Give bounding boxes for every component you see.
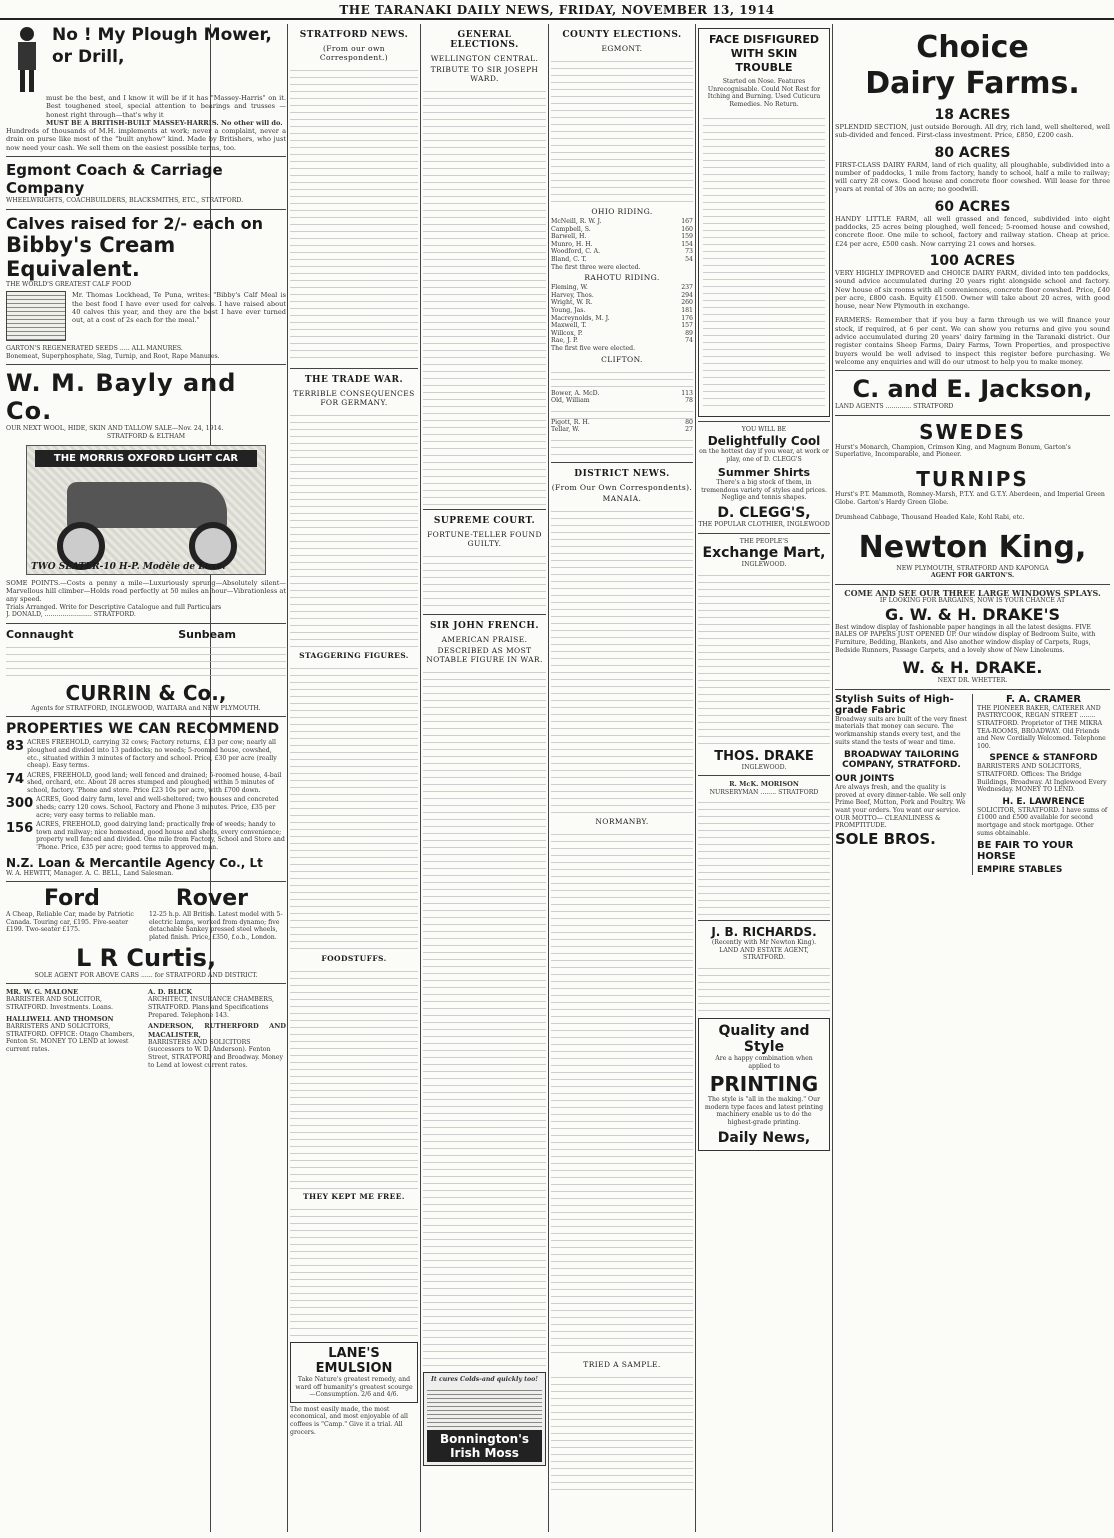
- divider: [6, 623, 286, 624]
- candidate-name: Bower, A. McD.: [551, 389, 600, 397]
- egmont-sub: EGMONT.: [601, 44, 643, 53]
- farms-list: [835, 107, 1110, 310]
- farms-heading: Dairy Farms.: [865, 66, 1080, 101]
- properties-list: [6, 739, 286, 851]
- property-listing: [6, 796, 286, 819]
- candidate-votes: 27: [685, 426, 693, 434]
- american-sub: AMERICAN PRAISE.: [441, 635, 528, 644]
- drake-sub: INGLEWOOD.: [741, 763, 787, 771]
- candidate-votes: 154: [681, 240, 693, 248]
- jackson-sub: LAND AGENTS ............. STRATFORD: [835, 403, 954, 411]
- candidate-name: Maxwell, T.: [551, 322, 587, 330]
- joints-heading: OUR JOINTS: [835, 774, 895, 785]
- ford-text: A Cheap, Reliable Car, made by Patriotic Canada. Touring car, £195. Five-seater £199. Two-seater £175.: [6, 911, 134, 934]
- divider: [698, 421, 830, 422]
- newton-agent: AGENT FOR GARTON'S.: [930, 572, 1015, 580]
- stratford-sub: (From our own Correspondent.): [319, 44, 389, 62]
- elections-heading: GENERAL ELECTIONS.: [450, 30, 519, 50]
- candidate-votes: 54: [685, 255, 693, 263]
- result-row: [551, 241, 693, 249]
- candidate-name: Pigott, R. H.: [551, 418, 590, 426]
- sample-sub: TRIED A SAMPLE.: [583, 1359, 661, 1369]
- drumhead-text: Drumhead Cabbage, Thousand Headed Kale, Kohl Rabi, etc.: [835, 514, 1025, 522]
- blick-text: ARCHITECT, INSURANCE CHAMBERS, STRATFORD. Plans and Specifications Prepared. Telephone 143.: [148, 996, 274, 1019]
- french-article-text: [423, 666, 546, 1366]
- sample-article-text: [551, 1371, 693, 1491]
- printing-ad: [698, 1018, 830, 1151]
- bonnington-ad: [423, 1372, 546, 1466]
- rahotu-sub: RAHOTU RIDING.: [584, 273, 660, 283]
- staggering-article-text: [290, 662, 418, 952]
- farmer-icon: [6, 24, 48, 94]
- stratford-article-text: [290, 64, 418, 364]
- plough-ad: [6, 24, 286, 94]
- summer-heading: Summer Shirts: [717, 466, 811, 480]
- candidate-votes: 237: [681, 284, 693, 292]
- candidate-name: Young, Jas.: [551, 306, 586, 314]
- divider: [6, 983, 286, 984]
- rahotu-results: [551, 284, 693, 345]
- calves-sub: THE WORLD'S GREATEST CALF FOOD: [6, 280, 132, 288]
- newton-heading: Newton King,: [858, 529, 1087, 565]
- bayly-sub: OUR NEXT WOOL, HIDE, SKIN AND TALLOW SALE—Nov. 24, 1914.: [6, 425, 224, 433]
- quality-text: Are a happy combination when applied to: [715, 1054, 813, 1070]
- candidate-name: Tellar, W.: [551, 426, 580, 434]
- described-sub: DESCRIBED AS MOST NOTABLE FIGURE IN WAR.: [426, 646, 543, 664]
- richards-name: J. B. RICHARDS.: [711, 925, 817, 940]
- candidate-votes: 160: [681, 225, 693, 233]
- farm-text: HANDY LITTLE FARM, all well grassed and fenced, subdivided into eight paddocks, 25 acres being ploughed, well fenced; 5-roomed house and cowshed, concrete floor. One mile to school, factory and railway station. Cheap at price. £24 per acre, £500 cash. Now carrying 21 cows and horses.: [835, 214, 1110, 248]
- result-row: [551, 307, 693, 315]
- result-row: [551, 218, 693, 226]
- quality-heading: Quality and Style: [718, 1022, 810, 1055]
- result-row: [551, 248, 693, 256]
- plough-slogan: MUST BE A BRITISH-BUILT MASSEY-HARRIS. No other will do.: [46, 118, 283, 127]
- supreme-heading: SUPREME COURT.: [433, 516, 536, 526]
- anderson-name: ANDERSON, RUTHERFORD AND MACALISTER,: [148, 1022, 286, 1039]
- spence-heading: SPENCE & STANFORD: [989, 753, 1098, 764]
- foodstuffs-sub: FOODSTUFFS.: [321, 954, 387, 963]
- result-row: [551, 284, 693, 292]
- curtis-sub: SOLE AGENT FOR ABOVE CARS ...... for STRATFORD AND DISTRICT.: [34, 971, 258, 979]
- column-rule: [420, 24, 421, 1532]
- halliwell-name: HALLIWELL AND THOMSON: [6, 1014, 114, 1023]
- kept-me-free-text: [290, 1203, 418, 1338]
- candidate-name: Harvey, Thos.: [551, 291, 594, 299]
- morison-sub: NURSERYMAN ........ STRATFORD: [709, 788, 819, 796]
- bayly-sub-2: STRATFORD & ELTHAM: [106, 433, 186, 441]
- district-heading: DISTRICT NEWS.: [574, 468, 670, 479]
- cramer-heading: F. A. CRAMER: [1005, 693, 1082, 705]
- calves-heading: Calves raised for 2/- each on: [6, 213, 264, 233]
- summer-text: There's a big stock of them, in tremendous variety of styles and prices. Neglige and tennis shapes.: [701, 479, 827, 502]
- drake-heading: THOS. DRAKE: [714, 748, 814, 764]
- result-row: [551, 397, 693, 405]
- property-listing: [6, 821, 286, 851]
- candidate-votes: 73: [685, 248, 693, 256]
- candidate-name: Fleming, W.: [551, 284, 588, 292]
- divider: [6, 209, 286, 210]
- printing-heading: PRINTING: [709, 1072, 819, 1097]
- mart-sub: INGLEWOOD.: [741, 561, 787, 569]
- candidate-name: Old, William: [551, 397, 590, 405]
- richards-article-text: [698, 962, 830, 1012]
- calf-illustration: [6, 291, 66, 341]
- nzloan-sub: W. A. HEWITT, Manager. A. C. BELL, Land Salesman.: [6, 869, 174, 877]
- lane-heading: LANE'S EMULSION: [315, 1346, 393, 1376]
- candidate-votes: 294: [681, 291, 693, 299]
- trade-article-text: [290, 409, 418, 649]
- clegg-heading: D. CLEGG'S,: [717, 504, 811, 521]
- elections-article-text: [423, 85, 546, 505]
- result-row: [551, 315, 693, 323]
- masthead: [0, 0, 1114, 20]
- morris-car-illustration: [26, 445, 266, 575]
- divider: [423, 509, 546, 510]
- richards-sub: (Recently with Mr Newton King).: [711, 939, 817, 947]
- halliwell-text: BARRISTERS AND SOLICITORS, STRATFORD. OFFICE: Otago Chambers, Fenton St. MONEY TO LEND at lowest current rates.: [6, 1022, 135, 1053]
- motto-text: OUR MOTTO— CLEANLINESS & PROMPTITUDE.: [835, 814, 941, 830]
- car-agents-text: [6, 641, 286, 681]
- candidate-name: Macreynolds, M. J.: [551, 314, 610, 322]
- lane-text: Take Nature's greatest remedy, and ward off humanity's greatest scourge—Consumption. 2/6 and 4/6.: [295, 1376, 413, 1399]
- normanby-sub: NORMANBY.: [595, 816, 649, 826]
- coach-sub: WHEELWRIGHTS, COACHBUILDERS, BLACKSMITHS, ETC., STRATFORD.: [6, 197, 244, 205]
- cool-text: on the hottest day if you wear, at work or play, one of D. CLEGG'S: [699, 447, 829, 463]
- egmont-article-text: [551, 55, 693, 205]
- result-row: [551, 419, 693, 427]
- lane-ad: [290, 1342, 418, 1403]
- farm-acres: 80 ACRES: [934, 144, 1011, 161]
- dailynews-heading: Daily News,: [717, 1129, 811, 1146]
- divider: [835, 689, 1110, 690]
- kept-me-free-sub: THEY KEPT ME FREE.: [303, 1192, 405, 1201]
- lane-foot: The most easily made, the most economical, and most enjoyable of all coffees is "Camp." Give it a trial. All grocers.: [290, 1405, 408, 1436]
- result-row: [551, 226, 693, 234]
- suits-heading: Stylish Suits of High-grade Fabric: [835, 693, 954, 716]
- result-row: [551, 292, 693, 300]
- nzloan-heading: N.Z. Loan & Mercantile Agency Co., Lt: [6, 855, 263, 870]
- candidate-name: Munro, H. H.: [551, 240, 593, 248]
- divider: [551, 462, 693, 463]
- candidate-votes: 176: [681, 314, 693, 322]
- morris-text: SOME POINTS.—Costs a penny a mile—Luxuriously sprung—Absolutely silent—Marvellous hill climber—Holds road perfectly at 50 miles an hour—Vibrationless at any speed.: [6, 578, 286, 604]
- result-row: [551, 299, 693, 307]
- clegg-sub: THE POPULAR CLOTHIER, INGLEWOOD: [698, 520, 830, 528]
- rahotu-note: The first five were elected.: [551, 344, 636, 352]
- farmers-note: FARMERS: Remember that if you buy a farm through us we will finance your stock, if required, at 6 per cent. We can show you returns and give you sound advice accumulated during 20 years' dairy farming in the Taranaki district. Our register contains Sheep Farms, Dairy Farms, Town Properties, and prospective buyers would be well advised to inspect this register before purchasing. We welcome any enquiries and will do our utmost to help you to make money.: [835, 316, 1110, 366]
- anderson-text: BARRISTERS AND SOLICITORS (successors to W. D. Anderson). Fenton Street, STRATFORD and Broadway. Money to Lend at lowest current rates.: [148, 1038, 283, 1069]
- column-stratford-news: [290, 24, 418, 1532]
- candidate-name: Woodford, C. A.: [551, 248, 601, 256]
- sole-heading: SOLE BROS.: [835, 829, 936, 848]
- fortune-sub: FORTUNE-TELLER FOUND GUILTY.: [427, 530, 542, 548]
- result-row: [551, 426, 693, 434]
- property-text: ACRES FREEHOLD, carrying 32 cows; Factory returns, £13 per cow; nearly all ploughed and divided into 13 paddocks; no weeds; 5-roomed house, cowshed, etc., situated within 3 minutes of factory and school. Price, £30 per acre (really cheap). Easy terms.: [27, 739, 277, 770]
- currin-sub: Agents for STRATFORD, INGLEWOOD, WAITARA and NEW PLYMOUTH.: [31, 704, 261, 712]
- morison-name: R. McK. MORISON: [729, 780, 799, 789]
- divider: [6, 364, 286, 365]
- column-rule: [832, 24, 833, 1532]
- property-text: ACRES, FREEHOLD, good land; well fenced and drained; 5-roomed house, 4-bail shed, orchard, etc. About 28 acres stumped and ploughed; within 5 minutes of school, factory. 'Phone and store. Price £23 10s per acre, with £700 down.: [27, 771, 282, 794]
- divider: [6, 156, 286, 157]
- bonnington-illustration: [427, 1387, 542, 1427]
- rover-heading: Rover: [175, 886, 248, 912]
- mart-top: THE PEOPLE'S: [739, 537, 789, 545]
- candidate-votes: 260: [681, 299, 693, 307]
- morison-article-text: [698, 796, 830, 916]
- connaught-heading: Connaught: [6, 627, 74, 641]
- choice-heading: Choice: [916, 30, 1029, 65]
- tikorangi-intro-text: [551, 405, 693, 419]
- french-heading: SIR JOHN FRENCH.: [429, 621, 540, 631]
- windows-sub: IF LOOKING FOR BARGAINS, NOW IS YOUR CHANCE AT: [879, 597, 1066, 605]
- divider: [6, 716, 286, 717]
- ohio-results: [551, 218, 693, 264]
- candidate-votes: 78: [685, 397, 693, 405]
- property-acres: 156: [6, 821, 34, 837]
- manaia-sub: MANAIA.: [602, 493, 642, 503]
- wellington-sub: WELLINGTON CENTRAL.: [430, 54, 539, 63]
- county-heading: COUNTY ELECTIONS.: [562, 30, 682, 40]
- wh-sub: NEXT DR. WHETTER.: [937, 677, 1008, 685]
- cuticura-article-text: [703, 112, 825, 412]
- trade-sub: TERRIBLE CONSEQUENCES FOR GERMANY.: [293, 389, 415, 407]
- elected-text: [551, 434, 693, 458]
- candidate-name: Bland, C. T.: [551, 255, 587, 263]
- morris-trials: Trials Arranged. Write for Descriptive Catalogue and full Particulars: [6, 603, 222, 611]
- spence-text: BARRISTERS AND SOLICITORS, STRATFORD. Offices: The Bridge Buildings, Broadway. At Inglewood Every Wednesday. MONEY TO LEND.: [977, 763, 1107, 794]
- jackson-heading: C. and E. Jackson,: [852, 375, 1093, 404]
- column-general-elections: [423, 24, 546, 1532]
- turnips-text: Hurst's P.T. Mammoth, Romney-Marsh, P.T.Y. and G.T.Y. Aberdeen, and Imperial Green Globe. Garton's Hardy Green Globe.: [835, 491, 1105, 506]
- property-acres: 74: [6, 771, 25, 787]
- plough-foot: Hundreds of thousands of M.H. implements at work; never a complaint, never a drain on purse like most of the "built anyhow" kind. Made by Britishers, who just now need your cash. We sell them on the easiest possible terms, too.: [6, 127, 286, 152]
- newton-sub: NEW PLYMOUTH, STRATFORD AND KAPONGA: [896, 564, 1049, 572]
- masthead-title: THE TARANAKI DAILY NEWS, FRIDAY, NOVEMBER 13, 1914: [339, 3, 775, 17]
- candidate-name: Wright, W. R.: [551, 299, 593, 307]
- lawrence-heading: H. E. LAWRENCE: [1002, 796, 1085, 807]
- column-ads-middle: [698, 24, 830, 1532]
- joints-text: Are always fresh, and the quality is proved at every dinner-table. We sell only Prime Beef, Mutton, Pork and Poultry. We want your orders. You want our service.: [835, 784, 966, 814]
- property-listing: [6, 772, 286, 795]
- horse-heading: BE FAIR TO YOUR HORSE: [977, 840, 1074, 863]
- district-sub: (From Our Own Correspondents).: [551, 482, 693, 492]
- column-rule: [548, 24, 549, 1532]
- foodstuffs-article-text: [290, 965, 418, 1190]
- ford-heading: Ford: [43, 886, 100, 912]
- result-row: [551, 337, 693, 345]
- richards-title: LAND AND ESTATE AGENT, STRATFORD.: [719, 946, 809, 962]
- gwdrake-heading: G. W. & H. DRAKE'S: [884, 604, 1061, 624]
- divider: [698, 920, 830, 921]
- column-ads-left: [6, 24, 286, 1532]
- cool-top: YOU WILL BE: [741, 426, 787, 434]
- ohio-note: The first three were elected.: [551, 263, 641, 271]
- calves-quote: Mr. Thomas Lockhead, Te Puna, writes: "Bibby's Calf Meal is the best food I have ever used for calves. I have raised about 40 calves this year, and they are the best I have ever turned out, at a cost of 2s each for the meal.": [72, 291, 286, 325]
- malone-name: MR. W. G. MALONE: [6, 988, 79, 997]
- swedes-text: Hurst's Monarch, Champion, Crimson King, and Magnum Bonum, Garton's Superlative, Incomparable, and Pioneer.: [835, 443, 1071, 459]
- property-acres: 83: [6, 739, 25, 755]
- farm-acres: 60 ACRES: [934, 198, 1011, 215]
- face-heading: FACE DISFIGURED WITH SKIN TROUBLE: [708, 33, 819, 74]
- divider: [835, 370, 1110, 371]
- farm-acres: 18 ACRES: [934, 107, 1011, 123]
- printing-text: The style is "all in the making." Our modern type faces and latest printing machinery enable us to do the highest-grade printing.: [704, 1096, 824, 1126]
- divider: [6, 881, 286, 882]
- property-acres: 300: [6, 796, 34, 812]
- sunbeam-heading: Sunbeam: [178, 627, 236, 641]
- morris-model: TWO SEATER-10 H-P. Modèle de Luxe.: [31, 561, 226, 572]
- result-row: [551, 322, 693, 330]
- column-rule: [695, 24, 696, 1532]
- normanby-article-text: [551, 828, 693, 1358]
- mart-article-text: [698, 569, 830, 749]
- morris-banner: THE MORRIS OXFORD LIGHT CAR: [35, 450, 257, 467]
- broadway-heading: BROADWAY TAILORING COMPANY, STRATFORD.: [842, 750, 961, 771]
- mart-heading: Exchange Mart,: [702, 545, 826, 562]
- farm-text: FIRST-CLASS DAIRY FARM, land of rich quality, all ploughable, subdivided into a number of paddocks, 1 mile from factory, handy to school, half a mile to railway; will carry 28 cows. Good house and concrete floor cowshed. Will lease for three years at rental of 30s an acre; no goodwill.: [835, 160, 1110, 194]
- bayly-heading: W. M. Bayly and Co.: [6, 369, 237, 426]
- supreme-article-text: [423, 550, 546, 610]
- divider: [698, 775, 830, 776]
- farm-text: VERY HIGHLY IMPROVED and CHOICE DAIRY FARM, divided into ten paddocks, sound advice accumulated during 20 years right alongside school and factory. New house of six rooms with all conveniences, concrete floor cowshed. Price, £40 per acre, £800 cash. Equity £1500. Owner will take about 20 acres, with good house, near New Plymouth in exchange.: [835, 268, 1110, 311]
- result-row: [551, 233, 693, 241]
- column-ads-right: [835, 24, 1110, 1532]
- clifton-sub: CLIFTON.: [601, 354, 643, 364]
- plough-heading: No ! My Plough Mower, or Drill,: [52, 25, 272, 67]
- divider: [835, 415, 1110, 416]
- candidate-name: Barwell, H.: [551, 233, 587, 241]
- candidate-votes: 167: [681, 218, 693, 225]
- property-text: ACRES, Good dairy farm, level and well-sheltered; two houses and concreted sheds; carry 120 cows. School, Factory and Phone 3 minutes. Price, £35 per acre; very easy terms to reliable man.: [36, 796, 279, 819]
- result-row: [551, 256, 693, 264]
- morris-agent: J. DONALD, ........................ STRATFORD.: [6, 611, 136, 619]
- result-row: [551, 390, 693, 398]
- result-row: [551, 330, 693, 338]
- column-county-elections: [551, 24, 693, 1532]
- clifton-results: [551, 390, 693, 405]
- farm-acres: 100 ACRES: [929, 252, 1016, 269]
- candidate-votes: 80: [685, 418, 693, 426]
- garton-line: GARTON'S REGENERATED SEEDS ..... ALL MANURES.: [6, 345, 183, 353]
- divider: [835, 584, 1110, 585]
- candidate-votes: 181: [681, 306, 693, 314]
- candidate-name: Rae, J. P.: [551, 337, 578, 345]
- divider: [423, 614, 546, 615]
- property-text: ACRES, FREEHOLD, good dairying land; practically free of weeds; handy to town and railway; nice homestead, good house and sheds, every convenience; property well fenced and divided. One mile from Factory, School and Store and 'Phone. Price, £35 per acre; good terms to approved man.: [36, 821, 285, 852]
- candidate-votes: 159: [681, 233, 693, 241]
- blick-name: A. D. BLICK: [148, 988, 193, 997]
- wh-heading: W. & H. DRAKE.: [902, 658, 1043, 678]
- gwdrake-text: Best window display of fashionable paper hangings in all the latest designs. FIVE BALES OF PAPERS JUST OPENED UP. Our window display of Bedroom Suite, with Furniture, Bedding, Blankets, and Also another window display of Carpets, Rugs, Bedside Runners, Passage Carpets, and a lovely show of New Linoleums.: [835, 623, 1096, 654]
- clifton-intro-text: [551, 366, 693, 390]
- curtis-heading: L R Curtis,: [75, 943, 217, 972]
- ohio-sub: OHIO RIDING.: [591, 207, 653, 216]
- candidate-name: Campbell, S.: [551, 225, 591, 233]
- car-body: [67, 482, 227, 528]
- farm-text: SPLENDID SECTION, just outside Borough. All dry, rich land, well sheltered, well sub-divided and fenced. First-class investment. Price, £850, £200 cash.: [835, 123, 1110, 140]
- lawrence-text: SOLICITOR, STRATFORD. I have sums of £1000 and £500 available for second mortgage and stock mortgage. Other sums obtainable.: [977, 806, 1108, 837]
- swedes-heading: SWEDES: [919, 419, 1026, 444]
- candidate-name: Willcox, P.: [551, 329, 583, 337]
- properties-heading: PROPERTIES WE CAN RECOMMEND: [6, 721, 280, 738]
- trade-heading: THE TRADE WAR.: [304, 375, 404, 385]
- stratford-heading: STRATFORD NEWS.: [299, 30, 409, 40]
- empire-heading: EMPIRE STABLES: [977, 865, 1063, 876]
- divider: [290, 368, 418, 369]
- farmer-illustration: [6, 24, 48, 94]
- tikorangi-results: [551, 419, 693, 434]
- malone-text: BARRISTER AND SOLICITOR, STRATFORD. Investments. Loans.: [6, 996, 113, 1012]
- candidate-votes: 157: [681, 322, 693, 330]
- bonnington-box: It cures Colds-and quickly too!: [431, 1376, 538, 1383]
- bonnington-heading: Bonnington's Irish Moss: [427, 1430, 542, 1462]
- turnips-heading: TURNIPS: [916, 467, 1029, 492]
- rover-text: 12-25 h.p. All British. Latest model with 5-electric lamps, worked from dynamo; five detachable Sankey pressed steel wheels, plated finish. Price, £350, f.o.b., London.: [149, 911, 283, 941]
- manaia-article-text: [551, 505, 693, 815]
- cuticura-ad: [698, 28, 830, 417]
- cramer-text: THE PIONEER BAKER, CATERER AND PASTRYCOOK, REGAN STREET ........ STRATFORD. Proprietor of THE MIKRA TEA-ROOMS, BROADWAY. Old Friends and New Cordially Welcomed. Telephone 100.: [977, 704, 1106, 750]
- property-listing: [6, 739, 286, 769]
- cool-heading: Delightfully Cool: [707, 433, 821, 448]
- candidate-votes: 74: [685, 337, 693, 345]
- candidate-name: McNeill, R. W. J.: [551, 218, 602, 225]
- candidate-votes: 113: [681, 389, 693, 397]
- calves-heading-2: Bibby's Cream Equivalent.: [6, 232, 176, 281]
- divider: [698, 533, 830, 534]
- face-sub: Started on Nose. Features Unrecognisable. Could Not Rest for Itching and Burning. Used Cuticura Remedies. No Return.: [707, 78, 821, 108]
- column-rule: [287, 24, 288, 1532]
- windows-heading: COME AND SEE OUR THREE LARGE WINDOWS SPLAYS.: [844, 587, 1101, 598]
- suits-text: Broadway suits are built of the very finest materials that money can secure. The workmanship stands every test, and the suits stand the tests of wear and time.: [835, 715, 967, 746]
- candidate-votes: 89: [685, 329, 693, 337]
- plough-text: must be the best, and I know it will be if it has "Massey-Harris" on it. Best toughened steel, special attention to bearings and trusses — honest right through—that's why it: [46, 94, 286, 119]
- currin-heading: CURRIN & Co.,: [65, 680, 227, 705]
- coach-heading: Egmont Coach & Carriage Company: [6, 161, 223, 198]
- tribute-sub: TRIBUTE TO SIR JOSEPH WARD.: [430, 65, 539, 83]
- garton-line-2: Bonemeat, Superphosphate, Slag, Turnip, and Root, Rape Manures.: [6, 352, 220, 360]
- staggering-sub: STAGGERING FIGURES.: [299, 651, 409, 660]
